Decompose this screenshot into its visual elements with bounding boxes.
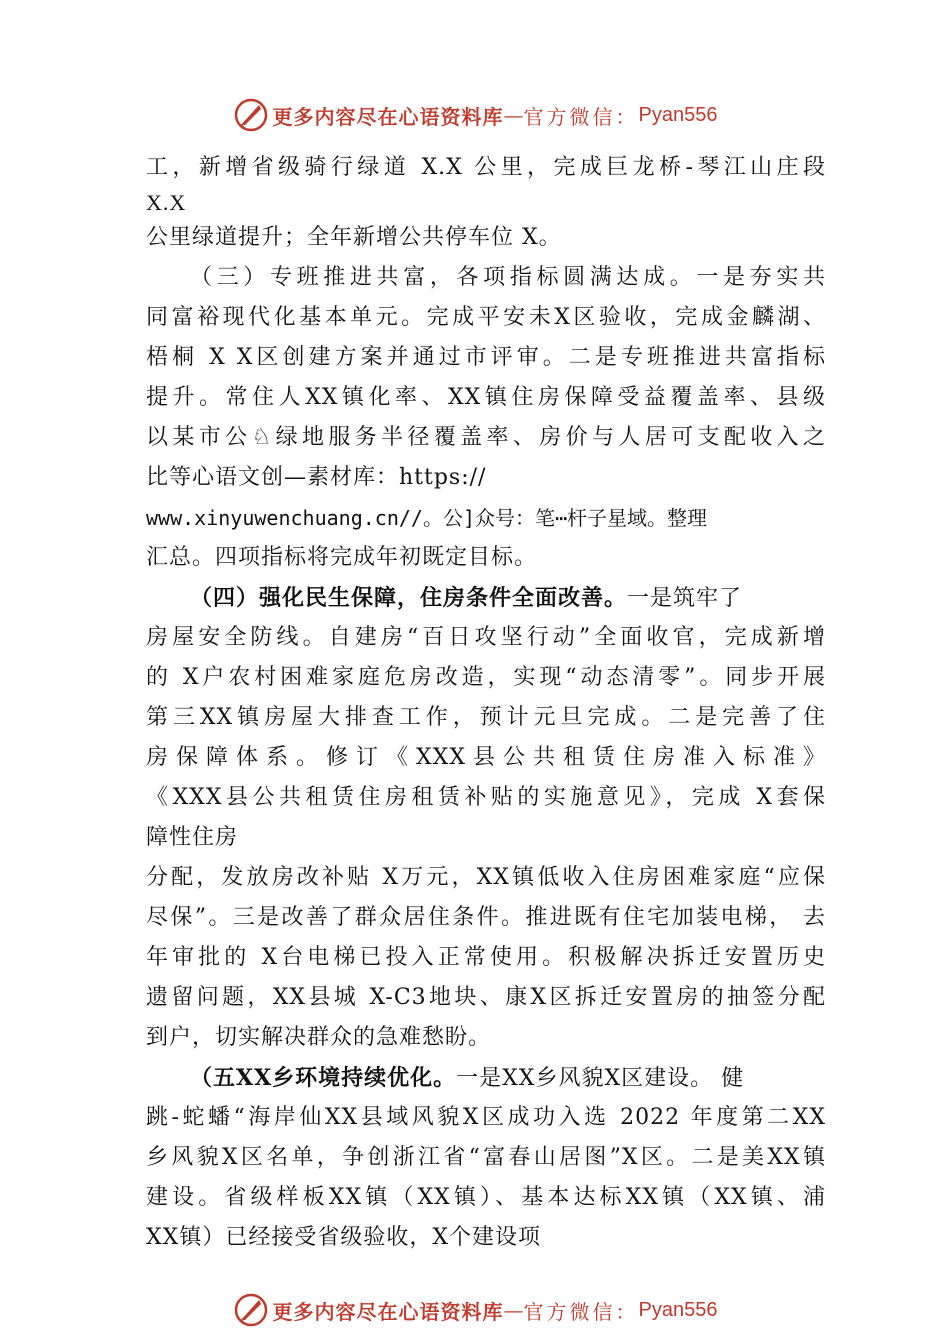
watermark-label: 官方微信： [523,1299,639,1324]
watermark-id: Pyan556 [638,103,718,126]
text-line: 跳-蛇蟠“海岸仙XX县域风貌X区成功入选 2022 年度第二XX [146,1105,826,1130]
text-line: 同富裕现代化基本单元。完成平安未X区验收，完成金麟湖、 [146,305,826,330]
section-heading: （四）强化民生保障，住房条件全面改善。 [190,585,628,611]
text-line [146,578,826,618]
watermark-text: 更多内容尽在心语资料库 [272,1299,504,1324]
text-line: 年审批的 X台电梯已投入正常使用。积极解决拆迁安置历史 [146,945,826,970]
watermark-id: Pyan556 [638,1298,718,1321]
text-line: 公里绿道提升；全年新增公共停车位 X。 [146,225,562,250]
text-line: 比等心语文创—素材库：https:// [146,465,487,490]
text-line: XX镇）已经接受省级验收，X个建设项 [146,1225,541,1250]
text-line: 工，新增省级骑行绿道 X.X 公里，完成巨龙桥-琴江山庄段 [146,155,826,180]
text-line: 建设。省级样板XX镇（XX镇）、基本达标XX镇（XX镇、浦 [146,1185,826,1210]
text-line: 房保障体系。修订《XXX县公共租赁住房准入标准》 [146,745,826,770]
quill-logo-icon [233,1292,269,1328]
text-line: （三）专班推进共富，各项指标圆满达成。一是夯实共 [190,265,826,290]
text-line: 《XXX县公共租赁住房租赁补贴的实施意见》，完成 X套保 [146,785,826,810]
text-line: X.X [146,190,187,215]
text-line: www.xinyuwenchuang.cn//。公]众号：笔⋯杆子星域。整理 [146,506,708,530]
quill-logo-icon [233,97,269,133]
text-line: 遗留问题，XX县城 X-C3地块、康X区拆迁安置房的抽签分配 [146,985,826,1010]
text-line: 汇总。四项指标将完成年初既定目标。 [146,545,538,570]
watermark-banner-bottom [0,1285,950,1335]
text-line: 障性住房 [146,825,239,850]
text-line: 提升。常住人XX镇化率、XX镇住房保障受益覆盖率、县级 [146,385,826,410]
text-line: 房屋安全防线。自建房“百日攻坚行动”全面收官，完成新增 [146,625,826,650]
text-line: 梧桐 X X区创建方案并通过市评审。二是专班推进共富指标 [146,345,826,370]
watermark-banner-top [0,90,950,140]
text-line: 以某市公♘绿地服务半径覆盖率、房价与人居可支配收入之 [146,425,826,450]
text-line: 乡风貌X区名单，争创浙江省“富春山居图”X区。二是美XX镇 [146,1145,826,1170]
document-body [146,148,826,1258]
text-fragment: 一是筑牢了 [627,586,743,611]
text-line: 分配，发放房改补贴 X万元，XX镇低收入住房困难家庭“应保 [146,865,826,890]
text-fragment: 一是XX乡风貌X区建设。 健 [456,1066,745,1091]
text-line: 到户，切实解决群众的急难愁盼。 [146,1025,492,1050]
watermark-label: 官方微信： [523,104,639,129]
watermark-separator: — [503,1298,524,1322]
text-line [146,1058,826,1098]
watermark-separator: — [503,103,524,127]
section-heading: （五XX乡环境持续优化。 [190,1065,457,1091]
text-line: 第三XX镇房屋大排查工作，预计元旦完成。二是完善了住 [146,705,826,730]
text-line: 的 X户农村困难家庭危房改造，实现“动态清零”。同步开展 [146,665,826,690]
watermark-text: 更多内容尽在心语资料库 [272,104,504,129]
text-line: 尽保”。三是改善了群众居住条件。推进既有住宅加装电梯， 去 [146,905,826,930]
